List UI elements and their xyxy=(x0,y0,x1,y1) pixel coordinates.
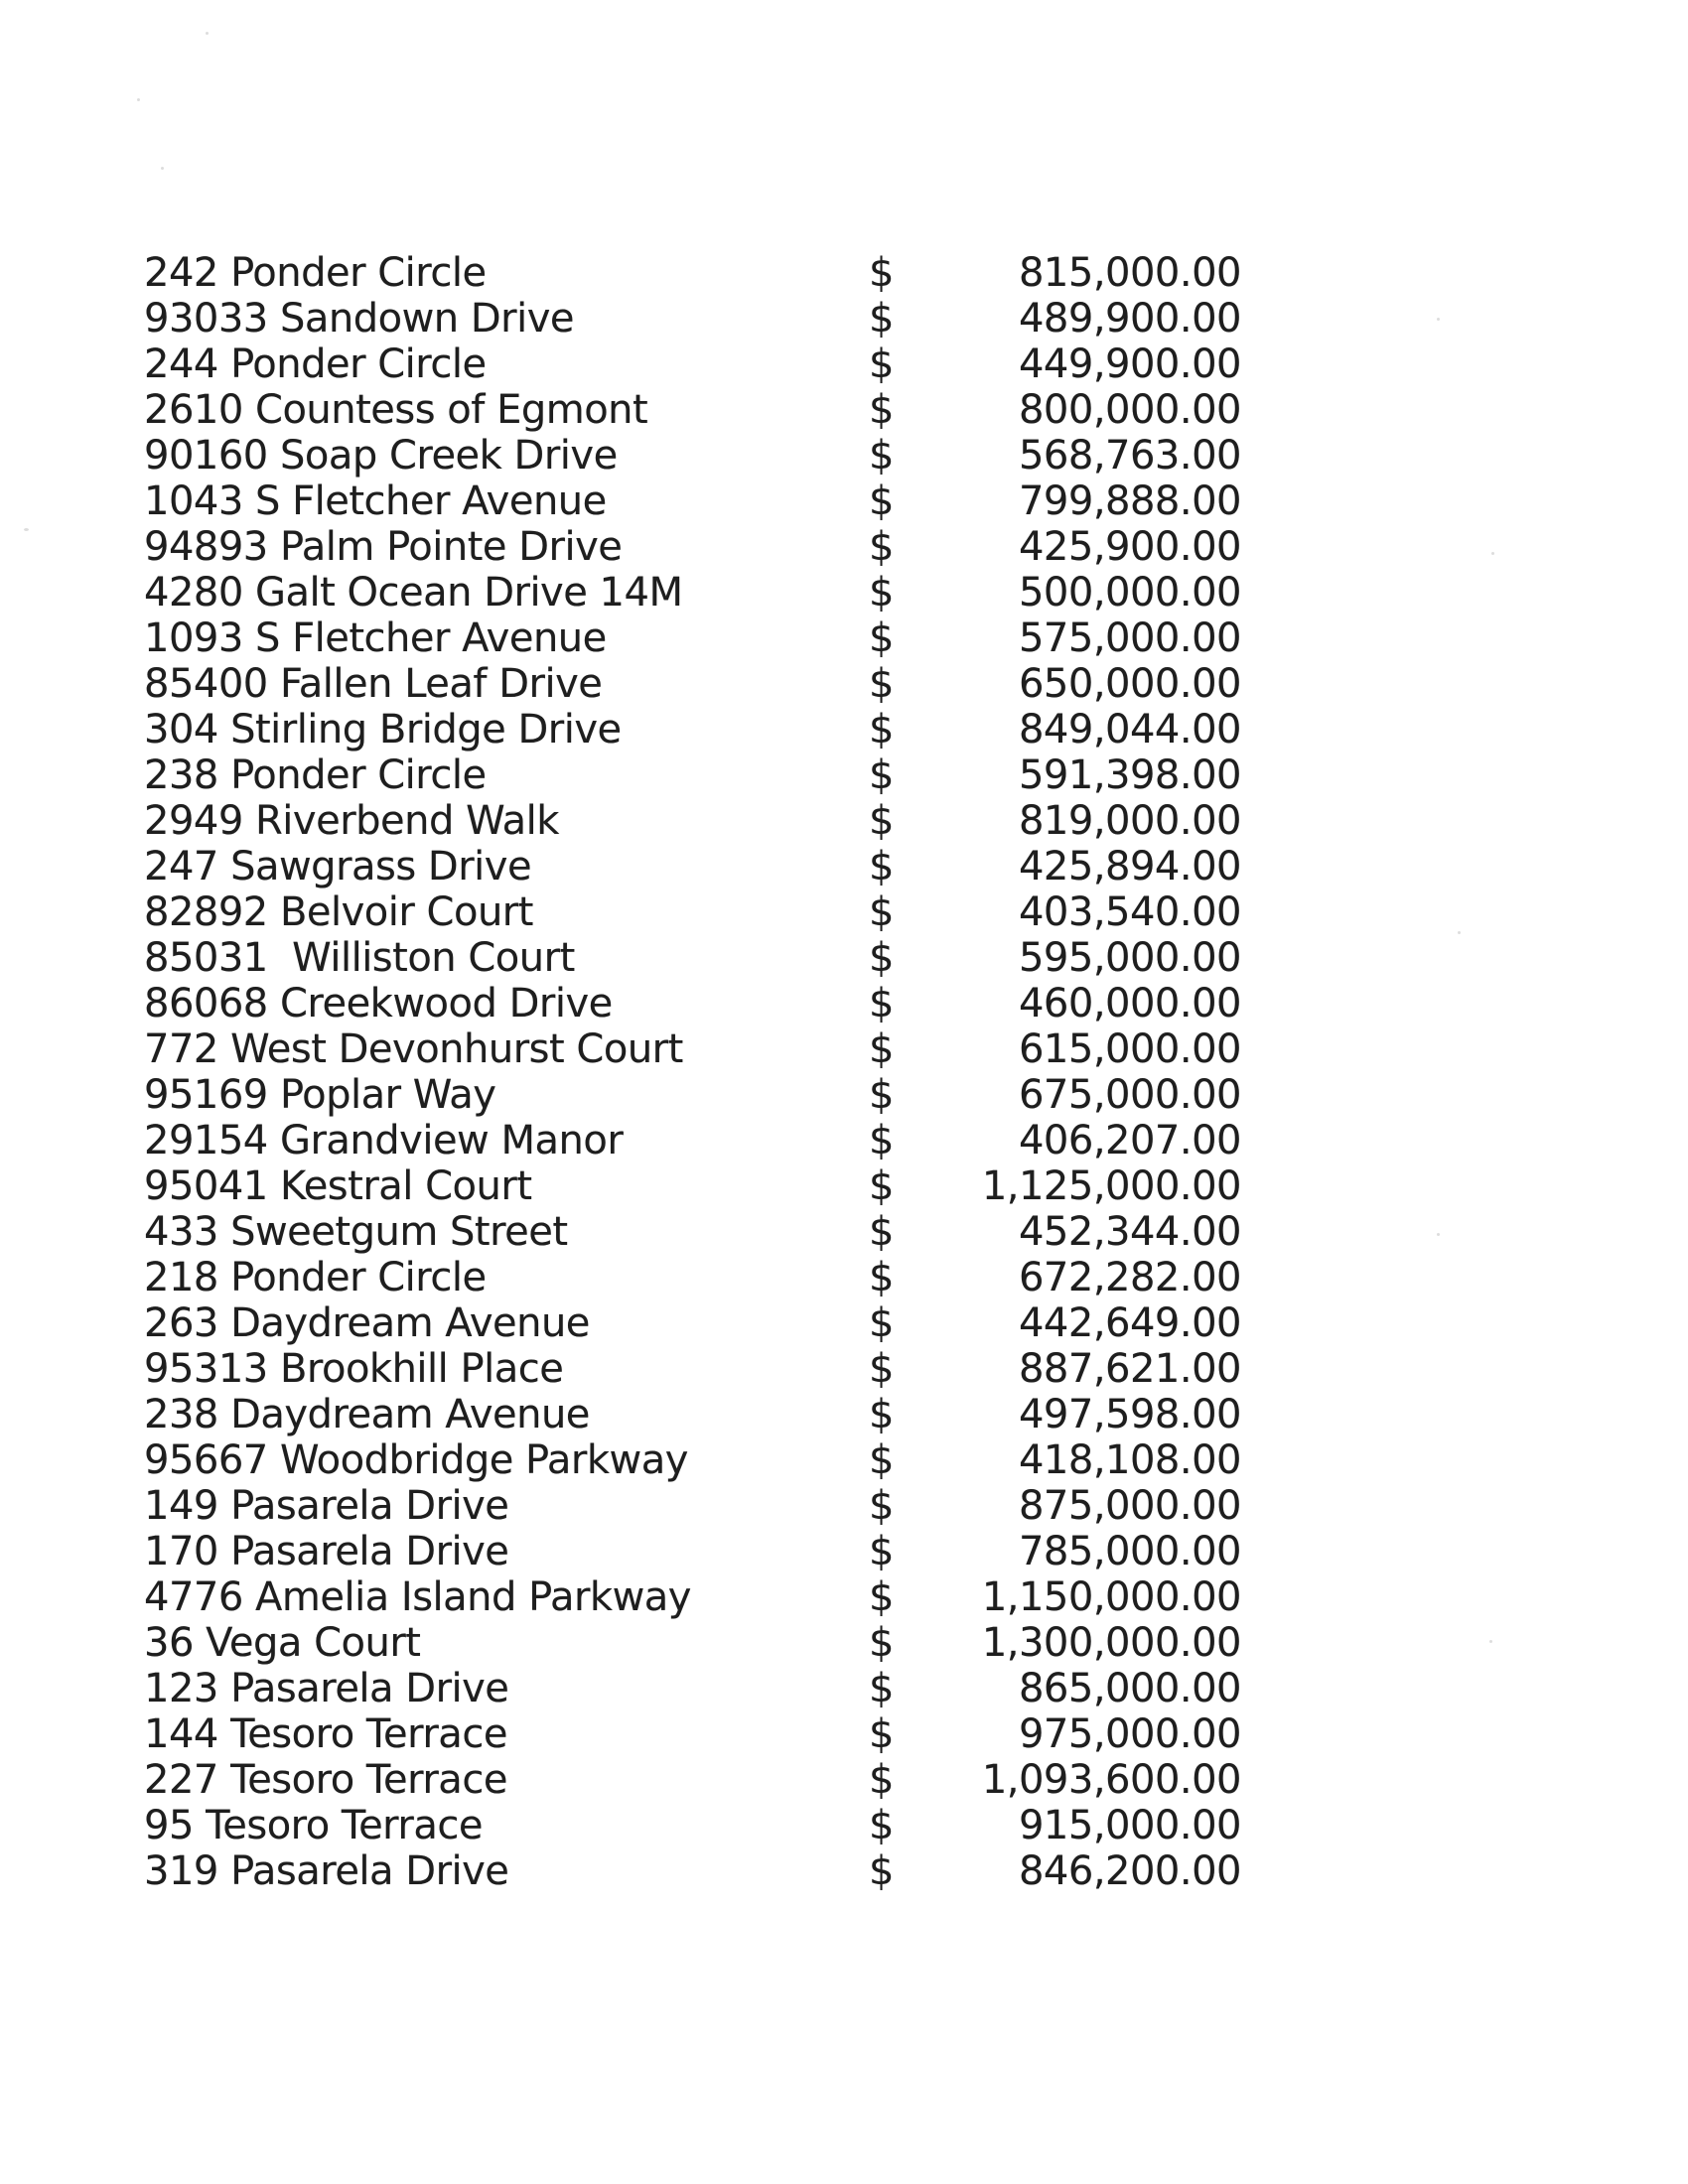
list-item xyxy=(144,1666,1241,1711)
list-item xyxy=(144,798,1241,844)
list-item xyxy=(144,752,1241,798)
list-item xyxy=(144,1118,1241,1163)
list-item xyxy=(144,1437,1241,1483)
dollar-sign: $ xyxy=(869,1529,894,1574)
property-address: 82892 Belvoir Court xyxy=(144,889,533,935)
price-amount: 615,000.00 xyxy=(1018,1026,1241,1072)
dollar-sign: $ xyxy=(869,296,894,341)
price-amount: 1,150,000.00 xyxy=(981,1574,1241,1620)
list-item xyxy=(144,1620,1241,1666)
price-amount: 887,621.00 xyxy=(1018,1346,1241,1392)
dollar-sign: $ xyxy=(869,844,894,889)
property-address: 319 Pasarela Drive xyxy=(144,1848,509,1894)
property-address: 247 Sawgrass Drive xyxy=(144,844,532,889)
property-address: 433 Sweetgum Street xyxy=(144,1209,568,1255)
list-item xyxy=(144,1803,1241,1848)
price-amount: 406,207.00 xyxy=(1018,1118,1241,1163)
price-amount: 815,000.00 xyxy=(1018,250,1241,296)
property-address: 238 Daydream Avenue xyxy=(144,1392,590,1437)
dollar-sign: $ xyxy=(869,661,894,707)
price-amount: 591,398.00 xyxy=(1018,752,1241,798)
property-address: 36 Vega Court xyxy=(144,1620,421,1666)
property-address: 1043 S Fletcher Avenue xyxy=(144,478,607,524)
list-item xyxy=(144,1483,1241,1529)
dollar-sign: $ xyxy=(869,570,894,615)
dollar-sign: $ xyxy=(869,1026,894,1072)
dollar-sign: $ xyxy=(869,1483,894,1529)
property-address: 95169 Poplar Way xyxy=(144,1072,496,1118)
property-address: 29154 Grandview Manor xyxy=(144,1118,624,1163)
list-item xyxy=(144,661,1241,707)
property-address: 2610 Countess of Egmont xyxy=(144,387,648,433)
dollar-sign: $ xyxy=(869,1437,894,1483)
dollar-sign: $ xyxy=(869,1118,894,1163)
dollar-sign: $ xyxy=(869,1255,894,1300)
price-amount: 460,000.00 xyxy=(1018,981,1241,1026)
dollar-sign: $ xyxy=(869,1848,894,1894)
scan-speck xyxy=(1437,1233,1440,1236)
dollar-sign: $ xyxy=(869,1711,894,1757)
list-item xyxy=(144,387,1241,433)
list-item xyxy=(144,1848,1241,1894)
price-amount: 425,900.00 xyxy=(1018,524,1241,570)
dollar-sign: $ xyxy=(869,981,894,1026)
dollar-sign: $ xyxy=(869,1620,894,1666)
dollar-sign: $ xyxy=(869,707,894,752)
property-address: 93033 Sandown Drive xyxy=(144,296,574,341)
price-amount: 799,888.00 xyxy=(1018,478,1241,524)
list-item xyxy=(144,1346,1241,1392)
dollar-sign: $ xyxy=(869,341,894,387)
dollar-sign: $ xyxy=(869,1072,894,1118)
property-address: 95041 Kestral Court xyxy=(144,1163,532,1209)
list-item xyxy=(144,1300,1241,1346)
price-amount: 819,000.00 xyxy=(1018,798,1241,844)
property-address: 90160 Soap Creek Drive xyxy=(144,433,618,478)
property-address: 4280 Galt Ocean Drive 14M xyxy=(144,570,683,615)
scan-speck xyxy=(161,167,164,170)
list-item xyxy=(144,1711,1241,1757)
list-item xyxy=(144,570,1241,615)
scan-speck xyxy=(1489,1640,1492,1643)
list-item xyxy=(144,889,1241,935)
property-address: 149 Pasarela Drive xyxy=(144,1483,509,1529)
property-address: 227 Tesoro Terrace xyxy=(144,1757,507,1803)
list-item xyxy=(144,981,1241,1026)
list-item xyxy=(144,1026,1241,1072)
property-address: 95 Tesoro Terrace xyxy=(144,1803,483,1848)
property-address: 2949 Riverbend Walk xyxy=(144,798,559,844)
property-address: 95313 Brookhill Place xyxy=(144,1346,564,1392)
price-amount: 1,125,000.00 xyxy=(981,1163,1241,1209)
dollar-sign: $ xyxy=(869,478,894,524)
property-address: 218 Ponder Circle xyxy=(144,1255,487,1300)
dollar-sign: $ xyxy=(869,1163,894,1209)
dollar-sign: $ xyxy=(869,433,894,478)
list-item xyxy=(144,1072,1241,1118)
property-address: 85031 Williston Court xyxy=(144,935,575,981)
price-amount: 449,900.00 xyxy=(1018,341,1241,387)
property-address: 86068 Creekwood Drive xyxy=(144,981,613,1026)
dollar-sign: $ xyxy=(869,1666,894,1711)
list-item xyxy=(144,1209,1241,1255)
price-amount: 846,200.00 xyxy=(1018,1848,1241,1894)
dollar-sign: $ xyxy=(869,1392,894,1437)
scan-speck xyxy=(137,98,140,101)
list-item xyxy=(144,1757,1241,1803)
list-item xyxy=(144,478,1241,524)
price-amount: 425,894.00 xyxy=(1018,844,1241,889)
dollar-sign: $ xyxy=(869,524,894,570)
list-item xyxy=(144,935,1241,981)
dollar-sign: $ xyxy=(869,935,894,981)
price-amount: 442,649.00 xyxy=(1018,1300,1241,1346)
list-item xyxy=(144,615,1241,661)
price-amount: 875,000.00 xyxy=(1018,1483,1241,1529)
property-price-list xyxy=(144,250,1241,1894)
list-item xyxy=(144,524,1241,570)
dollar-sign: $ xyxy=(869,1757,894,1803)
property-address: 144 Tesoro Terrace xyxy=(144,1711,507,1757)
list-item xyxy=(144,1529,1241,1574)
list-item xyxy=(144,296,1241,341)
property-address: 1093 S Fletcher Avenue xyxy=(144,615,607,661)
price-amount: 568,763.00 xyxy=(1018,433,1241,478)
scan-speck xyxy=(206,32,209,35)
property-address: 242 Ponder Circle xyxy=(144,250,487,296)
property-address: 170 Pasarela Drive xyxy=(144,1529,509,1574)
dollar-sign: $ xyxy=(869,1803,894,1848)
price-amount: 672,282.00 xyxy=(1018,1255,1241,1300)
price-amount: 785,000.00 xyxy=(1018,1529,1241,1574)
list-item xyxy=(144,1574,1241,1620)
property-address: 95667 Woodbridge Parkway xyxy=(144,1437,688,1483)
price-amount: 575,000.00 xyxy=(1018,615,1241,661)
dollar-sign: $ xyxy=(869,250,894,296)
dollar-sign: $ xyxy=(869,798,894,844)
dollar-sign: $ xyxy=(869,1300,894,1346)
price-amount: 865,000.00 xyxy=(1018,1666,1241,1711)
list-item xyxy=(144,844,1241,889)
price-amount: 975,000.00 xyxy=(1018,1711,1241,1757)
property-address: 772 West Devonhurst Court xyxy=(144,1026,683,1072)
price-amount: 418,108.00 xyxy=(1018,1437,1241,1483)
price-amount: 452,344.00 xyxy=(1018,1209,1241,1255)
dollar-sign: $ xyxy=(869,1346,894,1392)
dollar-sign: $ xyxy=(869,752,894,798)
price-amount: 489,900.00 xyxy=(1018,296,1241,341)
dollar-sign: $ xyxy=(869,889,894,935)
dollar-sign: $ xyxy=(869,615,894,661)
price-amount: 497,598.00 xyxy=(1018,1392,1241,1437)
property-address: 263 Daydream Avenue xyxy=(144,1300,590,1346)
list-item xyxy=(144,433,1241,478)
property-address: 304 Stirling Bridge Drive xyxy=(144,707,622,752)
price-amount: 1,300,000.00 xyxy=(981,1620,1241,1666)
price-amount: 1,093,600.00 xyxy=(981,1757,1241,1803)
price-amount: 800,000.00 xyxy=(1018,387,1241,433)
price-amount: 849,044.00 xyxy=(1018,707,1241,752)
price-amount: 675,000.00 xyxy=(1018,1072,1241,1118)
dollar-sign: $ xyxy=(869,1574,894,1620)
price-amount: 500,000.00 xyxy=(1018,570,1241,615)
property-address: 94893 Palm Pointe Drive xyxy=(144,524,623,570)
price-amount: 650,000.00 xyxy=(1018,661,1241,707)
property-address: 123 Pasarela Drive xyxy=(144,1666,509,1711)
property-address: 238 Ponder Circle xyxy=(144,752,487,798)
dollar-sign: $ xyxy=(869,1209,894,1255)
property-address: 4776 Amelia Island Parkway xyxy=(144,1574,691,1620)
list-item xyxy=(144,1255,1241,1300)
list-item xyxy=(144,1392,1241,1437)
list-item xyxy=(144,250,1241,296)
scan-speck xyxy=(1491,552,1494,555)
price-amount: 595,000.00 xyxy=(1018,935,1241,981)
scan-speck xyxy=(24,528,29,531)
list-item xyxy=(144,707,1241,752)
property-address: 85400 Fallen Leaf Drive xyxy=(144,661,603,707)
list-item xyxy=(144,341,1241,387)
scan-speck xyxy=(1437,318,1440,321)
dollar-sign: $ xyxy=(869,387,894,433)
price-amount: 403,540.00 xyxy=(1018,889,1241,935)
list-item xyxy=(144,1163,1241,1209)
property-address: 244 Ponder Circle xyxy=(144,341,487,387)
scan-speck xyxy=(1458,931,1461,934)
price-amount: 915,000.00 xyxy=(1018,1803,1241,1848)
